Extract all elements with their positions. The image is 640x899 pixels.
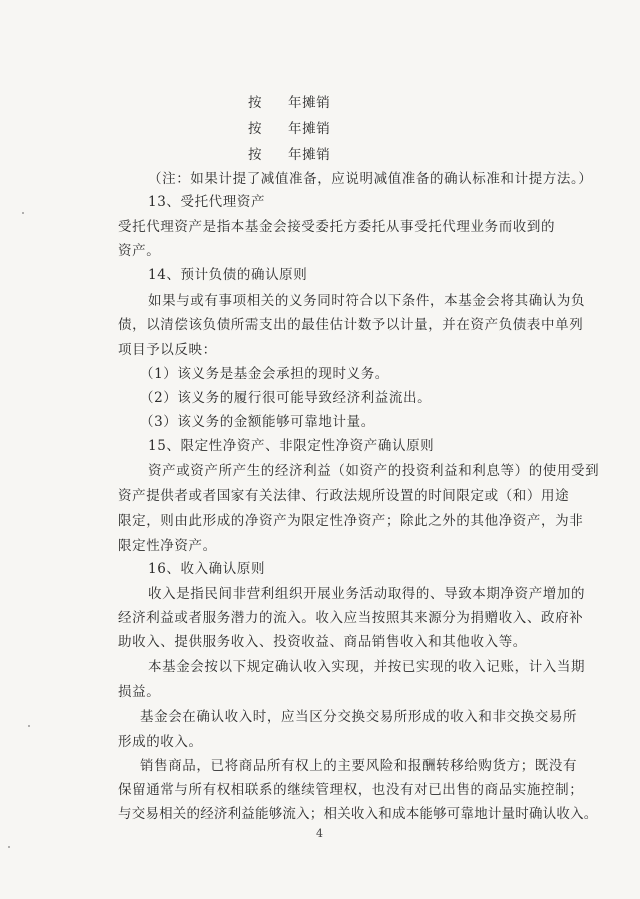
paragraph-line: 限定，则由此形成的净资产为限定性净资产；除此之外的其他净资产，为非 [118,513,584,529]
amortization-line: 按 年摊销 [248,95,331,111]
paragraph-line: 形成的收入。 [118,734,203,750]
list-item: （3）该义务的金额能够可靠地计量。 [140,414,375,430]
paragraph-line: 资产。 [118,243,161,259]
paragraph-line: 保留通常与所有权相联系的继续管理权，也没有对已出售的商品实施控制； [118,782,584,798]
paragraph-line: 基金会在确认收入时，应当区分交换交易所形成的收入和非交换交易所 [140,709,578,725]
note-text: （注：如果计提了减值准备，应说明减值准备的确认标准和计提方法。） [148,171,593,187]
paragraph-line: 本基金会按以下规定确认收入实现，并按已实现的收入记账，计入当期 [148,659,586,675]
paragraph-line: 与交易相关的经济利益能够流入；相关收入和成本能够可靠地计量时确认收入。 [118,806,598,822]
section-15-heading: 15、限定性净资产、非限定性净资产确认原则 [148,438,435,454]
paragraph-line: 资产或资产所产生的经济利益（如资产的投资利益和利息等）的使用受到 [148,463,600,479]
section-14-heading: 14、预计负债的确认原则 [148,267,308,283]
paragraph-line: 债，以清偿该负债所需支出的最佳估计数予以计量，并在资产负债表中单列 [118,317,584,333]
paragraph-line: 资产提供者或者国家有关法律、行政法规所设置的时间限定或（和）用途 [118,488,570,504]
list-item: （2）该义务的履行很可能导致经济利益流出。 [140,390,432,406]
scan-speck [28,725,30,727]
amortization-line: 按 年摊销 [248,121,331,137]
list-item: （1）该义务是基金会承担的现时义务。 [140,366,389,382]
paragraph-line: 经济利益或者服务潜力的流入。收入应当按照其来源分为捐赠收入、政府补 [118,610,584,626]
amortization-line: 按 年摊销 [248,147,331,163]
paragraph-line: 损益。 [118,684,161,700]
paragraph-line: 项目予以反映： [118,342,217,358]
section-13-heading: 13、受托代理资产 [148,194,266,210]
page-number: 4 [316,827,323,840]
scan-speck [22,212,24,214]
section-16-heading: 16、收入确认原则 [148,561,266,577]
paragraph-line: 受托代理资产是指本基金会接受委托方委托从事受托代理业务而收到的 [118,219,556,235]
paragraph-line: 助收入、提供服务收入、投资收益、商品销售收入和其他收入等。 [118,634,527,650]
paragraph-line: 限定性净资产。 [118,538,217,554]
paragraph-line: 收入是指民间非营利组织开展业务活动取得的、导致本期净资产增加的 [148,586,586,602]
paragraph-line: 如果与或有事项相关的义务同时符合以下条件，本基金会将其确认为负 [148,293,586,309]
scan-speck [8,846,10,848]
paragraph-line: 销售商品，已将商品所有权上的主要风险和报酬转移给购货方；既没有 [140,758,578,774]
